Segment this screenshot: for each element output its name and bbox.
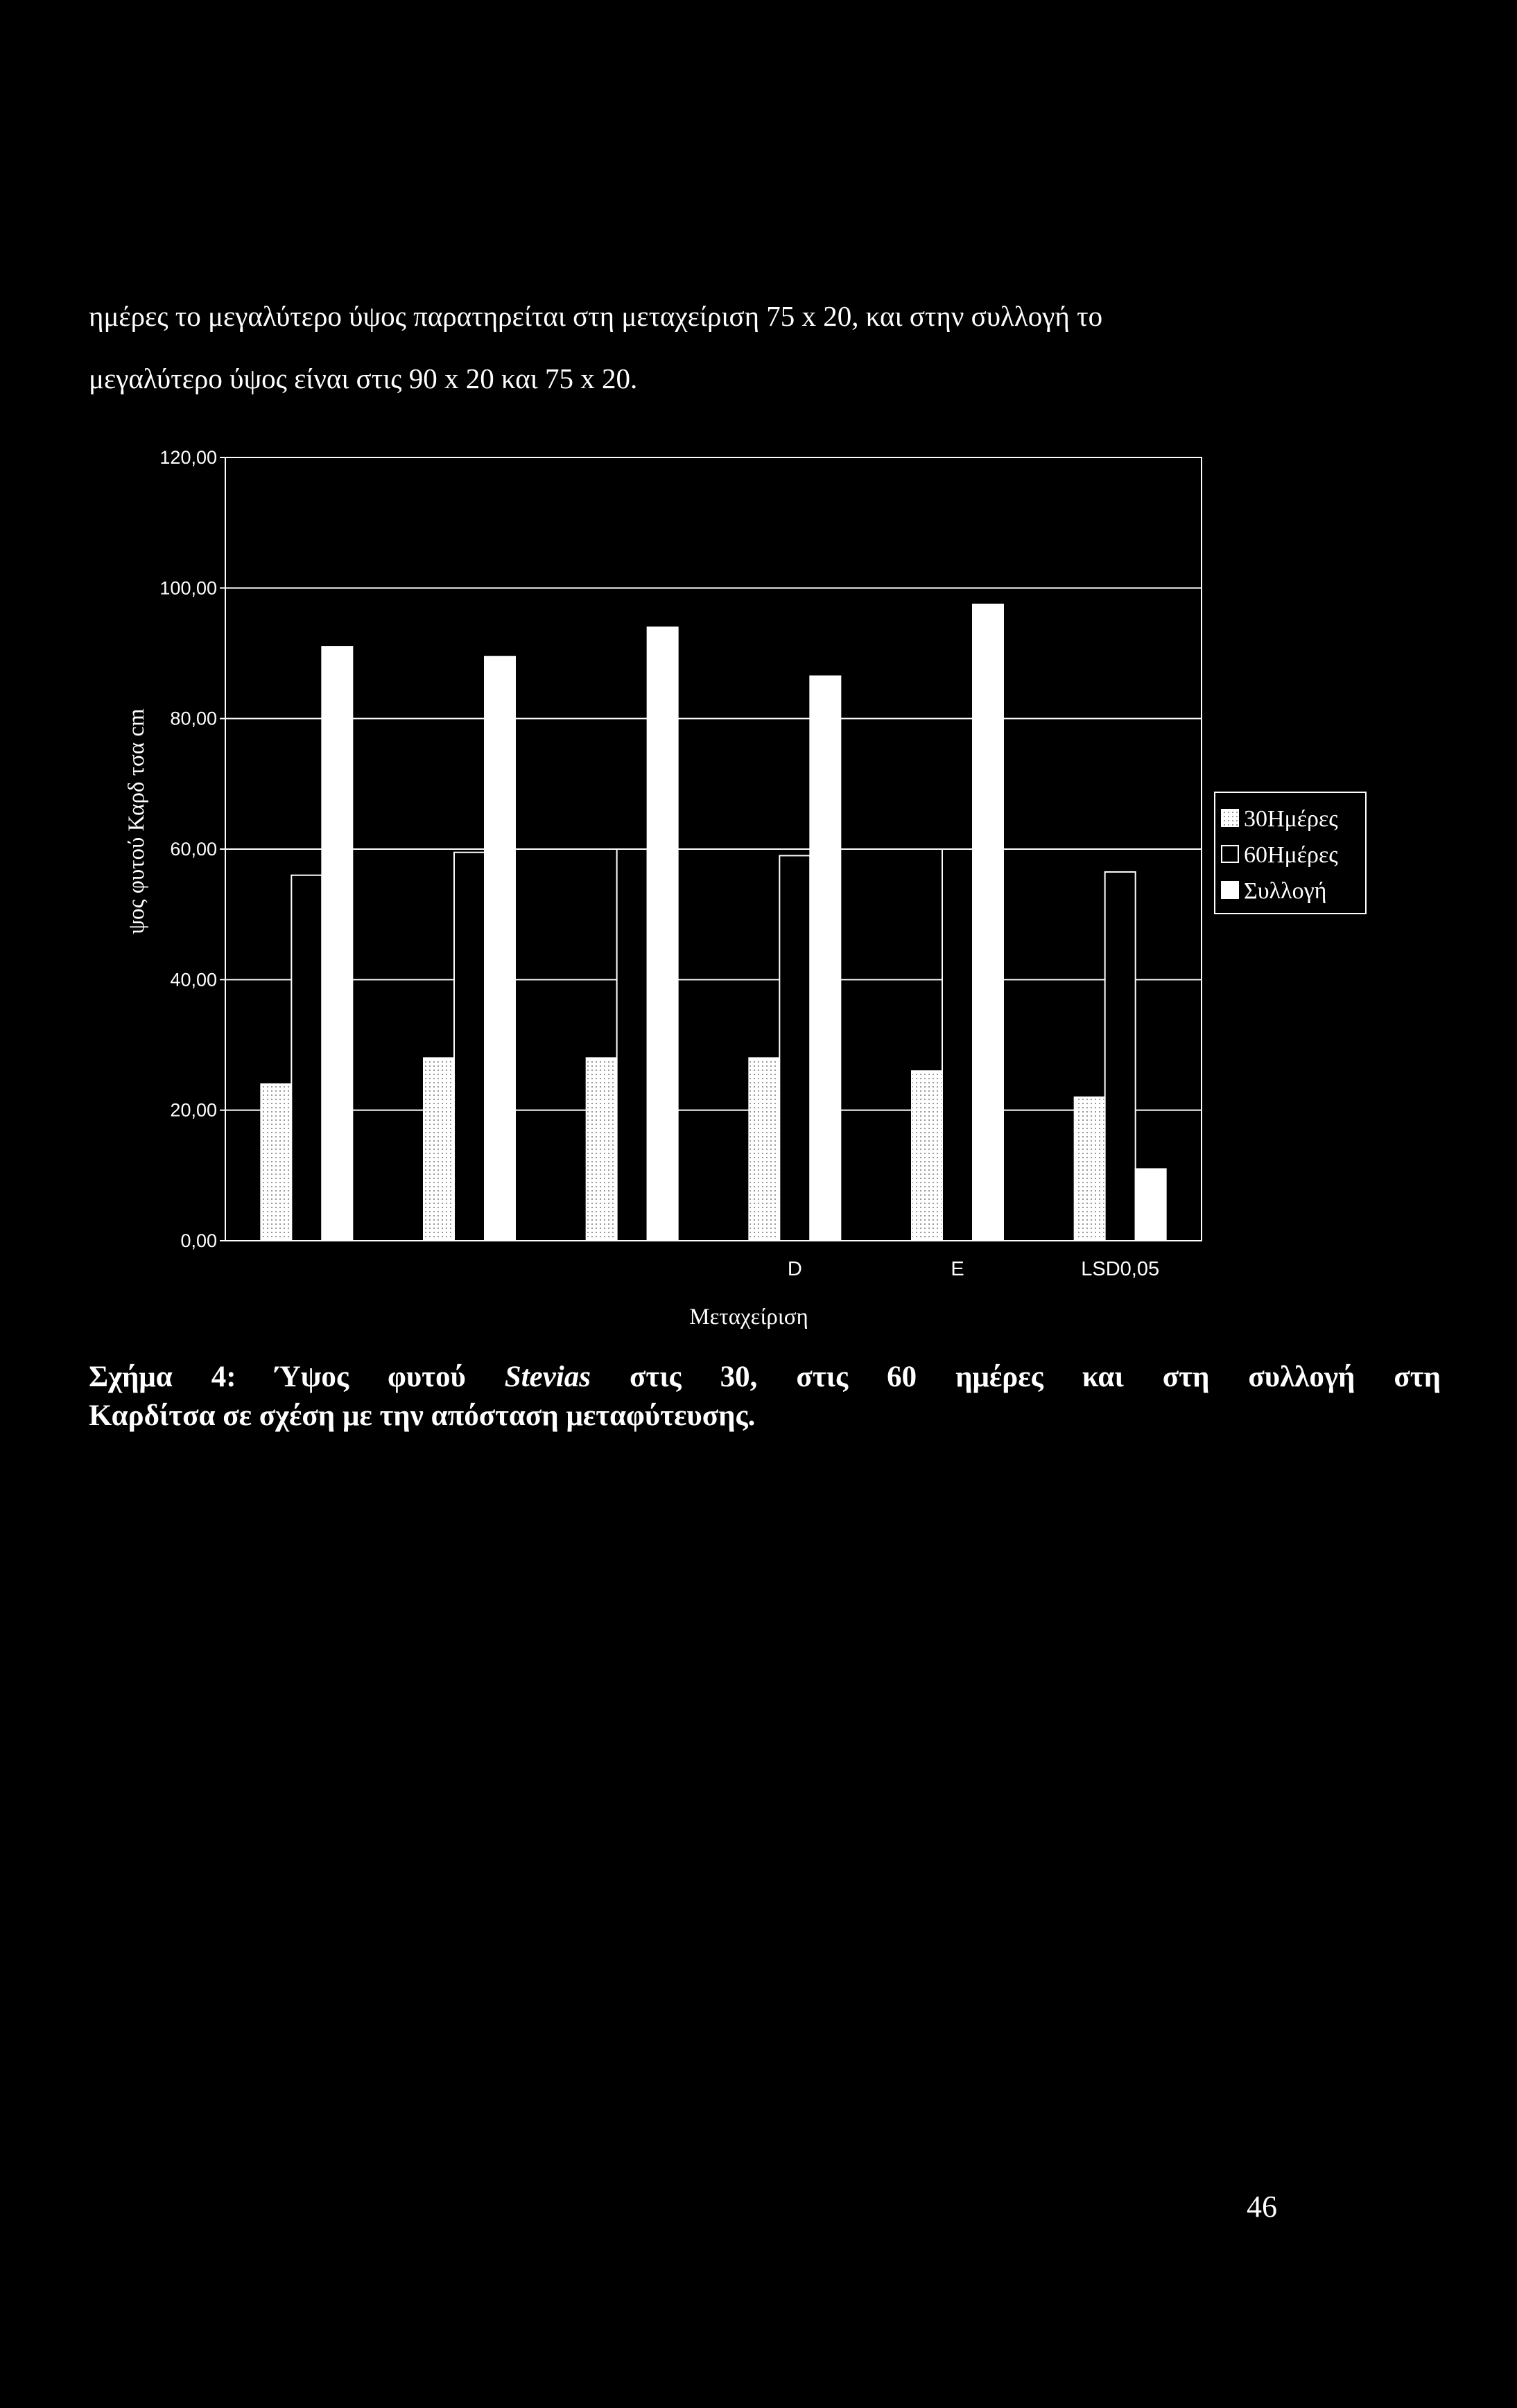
- bar-lsd005-series-1: [1075, 1097, 1105, 1241]
- bar-c-series-3: [648, 627, 678, 1241]
- bar-d-series-1: [749, 1058, 779, 1241]
- bar-e-series-2: [942, 849, 973, 1241]
- bar-a-series-1: [261, 1084, 291, 1241]
- y-tick-label: 20,00: [170, 1099, 217, 1121]
- figure-caption-line-2: Καρδίτσα σε σχέση με την απόσταση μεταφύτευσης.: [89, 1399, 756, 1432]
- bar-b-series-3: [485, 656, 515, 1241]
- y-tick-label: 100,00: [159, 577, 217, 599]
- bar-d-series-3: [810, 676, 840, 1241]
- bar-a-series-3: [322, 647, 352, 1241]
- paragraph-line-1: ημέρες το μεγαλύτερο ύψος παρατηρείται στη μεταχείριση 75 x 20, και στην συλλογή το: [89, 300, 1103, 332]
- bar-d-series-2: [779, 855, 810, 1241]
- bar-c-series-2: [617, 849, 648, 1241]
- legend-label-1: 30Ημέρες: [1244, 806, 1338, 832]
- y-tick-label: 0,00: [180, 1230, 217, 1251]
- x-category-label: D: [787, 1258, 802, 1280]
- legend-swatch-2: [1222, 846, 1238, 862]
- legend-label-3: Συλλογή: [1244, 878, 1327, 904]
- legend-swatch-1: [1222, 810, 1238, 826]
- bar-e-series-1: [912, 1071, 942, 1241]
- bar-b-series-2: [454, 853, 485, 1241]
- bar-e-series-3: [973, 604, 1003, 1241]
- legend-swatch-3: [1222, 882, 1238, 898]
- bar-c-series-1: [587, 1058, 617, 1241]
- x-axis-title: Μεταχείριση: [689, 1305, 808, 1329]
- legend-label-2: 60Ημέρες: [1244, 842, 1338, 868]
- bar-lsd005-series-2: [1105, 872, 1136, 1241]
- y-tick-label: 40,00: [170, 969, 217, 991]
- paragraph-line-2: μεγαλύτερο ύψος είναι στις 90 x 20 και 75 x 20.: [89, 363, 638, 394]
- caption-prefix: Σχήμα 4: Ύψος φυτού: [89, 1361, 505, 1393]
- y-tick-label: 120,00: [159, 447, 217, 468]
- y-tick-label: 80,00: [170, 708, 217, 729]
- page-number: 46: [1247, 2190, 1277, 2224]
- caption-italic-term: Stevias: [504, 1361, 591, 1393]
- y-axis-title: ψος φυτού Καρδ τσα cm: [124, 708, 149, 934]
- y-tick-label: 60,00: [170, 839, 217, 860]
- bar-b-series-1: [424, 1058, 454, 1241]
- x-category-label: LSD0,05: [1081, 1258, 1160, 1280]
- caption-suffix: στις 30, στις 60 ημέρες και στη συλλογή στη: [591, 1361, 1441, 1393]
- bar-lsd005-series-3: [1136, 1169, 1166, 1241]
- figure-caption-line-1: [89, 1360, 1441, 1394]
- x-category-label: E: [951, 1258, 964, 1280]
- bar-a-series-2: [291, 875, 322, 1241]
- legend: [1215, 792, 1366, 914]
